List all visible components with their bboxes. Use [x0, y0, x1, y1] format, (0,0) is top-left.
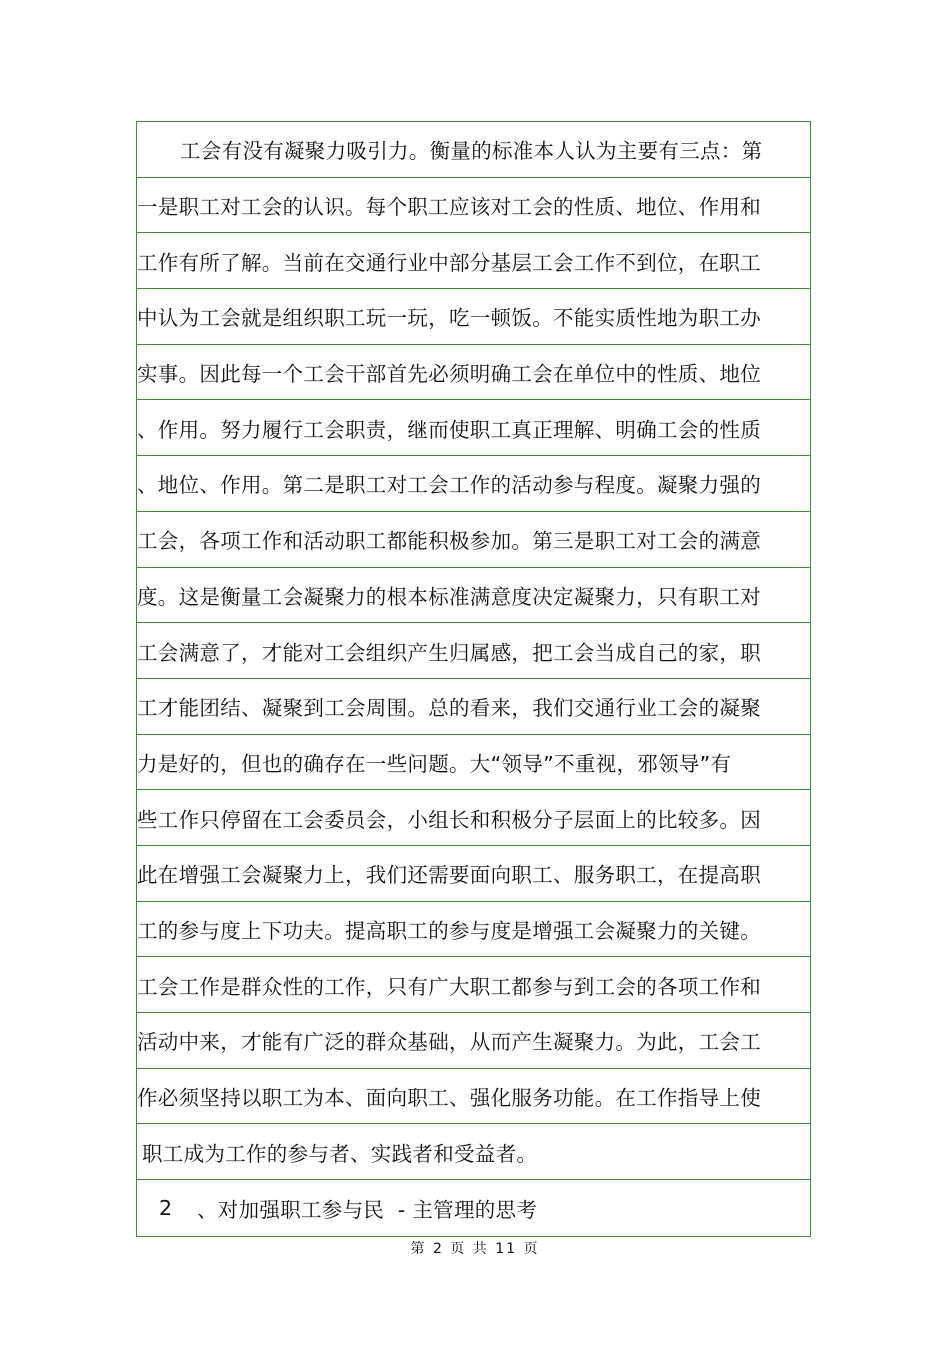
text-line	[137, 568, 810, 624]
line-text: 工作有所了解。当前在交通行业中部分基层工会工作不到位，在职工	[137, 250, 761, 275]
line-text: 力是好的，但也的确存在一些问题。大“领导”不重视，邪领导”有	[137, 751, 732, 776]
text-line	[137, 122, 810, 178]
text-line	[137, 1124, 810, 1180]
text-line	[137, 345, 810, 401]
text-line	[137, 456, 810, 512]
line-text: 工的参与度上下功夫。提高职工的参与度是增强工会凝聚力的关键。	[137, 918, 761, 943]
text-line	[137, 902, 810, 958]
line-text: 活动中来，才能有广泛的群众基础，从而产生凝聚力。为此，工会工	[137, 1030, 761, 1055]
line-text: 工会，各项工作和活动职工都能积极参加。第三是职工对工会的满意	[137, 529, 761, 554]
text-line	[137, 233, 810, 289]
text-line	[137, 623, 810, 679]
line-text: 中认为工会就是组织职工玩一玩，吃一顿饭。不能实质性地为职工办	[137, 306, 761, 331]
line-text: 度。这是衡量工会凝聚力的根本标准满意度决定凝聚力，只有职工对	[137, 584, 761, 609]
text-line	[137, 790, 810, 846]
section-heading	[137, 1180, 810, 1236]
text-line	[137, 178, 810, 234]
line-text: 工才能团结、凝聚到工会周围。总的看来，我们交通行业工会的凝聚	[137, 696, 761, 721]
line-text: 、作用。努力履行工会职责，继而使职工真正理解、明确工会的性质	[137, 417, 761, 442]
line-text: 作必须坚持以职工为本、面向职工、强化服务功能。在工作指导上使	[137, 1086, 761, 1111]
text-line	[137, 957, 810, 1013]
line-text: 工会满意了，才能对工会组织产生归属感，把工会当成自己的家，职	[137, 640, 761, 665]
line-text: 些工作只停留在工会委员会，小组长和积极分子层面上的比较多。因	[137, 807, 761, 832]
line-text: 工会工作是群众性的工作，只有广大职工都参与到工会的各项工作和	[137, 974, 761, 999]
line-text: 工会有没有凝聚力吸引力。衡量的标准本人认为主要有三点：第	[180, 139, 763, 164]
text-line	[137, 1013, 810, 1069]
line-text: 职工成为工作的参与者、实践者和受益者。	[142, 1141, 538, 1166]
text-line	[137, 512, 810, 568]
text-line	[137, 679, 810, 735]
text-line	[137, 1069, 810, 1125]
section-title: 、对加强职工参与民 - 主管理的思考	[197, 1197, 538, 1222]
page-number-label: 第 2 页 共 11 页	[410, 1241, 540, 1257]
line-text: 此在增强工会凝聚力上，我们还需要面向职工、服务职工，在提高职	[137, 863, 761, 888]
line-text: 实事。因此每一个工会干部首先必须明确工会在单位中的性质、地位	[137, 362, 761, 387]
page-footer	[0, 1238, 950, 1258]
text-table	[136, 121, 811, 1237]
line-text: 一是职工对工会的认识。每个职工应该对工会的性质、地位、作用和	[137, 195, 761, 220]
text-line	[137, 400, 810, 456]
line-text: 、地位、作用。第二是职工对工会工作的活动参与程度。凝聚力强的	[137, 473, 761, 498]
section-number: 2	[159, 1195, 173, 1220]
text-line	[137, 735, 810, 791]
text-line	[137, 289, 810, 345]
text-line	[137, 846, 810, 902]
